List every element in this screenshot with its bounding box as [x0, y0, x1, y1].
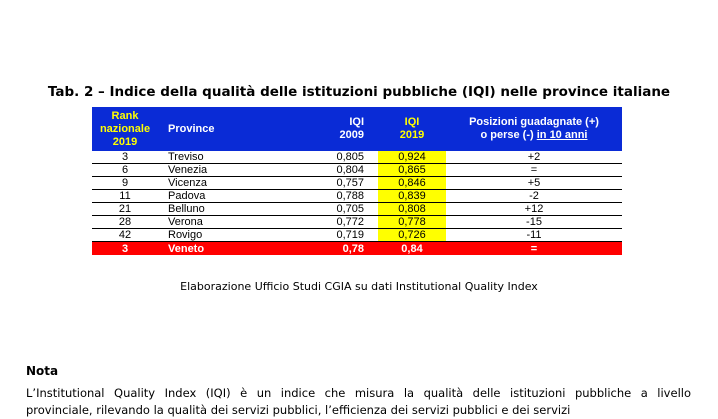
- cell-positions: -15: [446, 216, 622, 229]
- cell-province: Padova: [158, 190, 308, 203]
- cell-province: Verona: [158, 216, 308, 229]
- total-positions: =: [446, 242, 622, 256]
- header-positions: [446, 107, 622, 151]
- total-iqi-2019: 0,84: [378, 242, 446, 256]
- cell-positions: +5: [446, 177, 622, 190]
- cell-iqi-2009: 0,705: [308, 203, 378, 216]
- header-rank-line2: nazionale: [99, 122, 151, 135]
- table-header-row: [92, 107, 622, 151]
- cell-positions: +12: [446, 203, 622, 216]
- cell-iqi-2019: 0,778: [378, 216, 446, 229]
- cell-rank: 9: [92, 177, 158, 190]
- cell-rank: 28: [92, 216, 158, 229]
- cell-iqi-2019: 0,865: [378, 164, 446, 177]
- cell-province: Vicenza: [158, 177, 308, 190]
- header-positions-line1: Posizioni guadagnate (+): [469, 116, 599, 128]
- cell-iqi-2019: 0,726: [378, 229, 446, 242]
- cell-province: Venezia: [158, 164, 308, 177]
- total-province: Veneto: [158, 242, 308, 256]
- table-row: [92, 151, 622, 164]
- table-row: [92, 164, 622, 177]
- cell-iqi-2019: 0,924: [378, 151, 446, 164]
- cell-rank: 3: [92, 151, 158, 164]
- cell-iqi-2009: 0,772: [308, 216, 378, 229]
- header-province: Province: [158, 107, 308, 151]
- table-row: [92, 190, 622, 203]
- table-row: [92, 203, 622, 216]
- header-iqi-2009: [308, 107, 378, 151]
- cell-province: Belluno: [158, 203, 308, 216]
- cell-positions: =: [446, 164, 622, 177]
- cell-rank: 6: [92, 164, 158, 177]
- table-row: [92, 216, 622, 229]
- cell-positions: +2: [446, 151, 622, 164]
- cell-iqi-2019: 0,808: [378, 203, 446, 216]
- header-iqi-2019: [378, 107, 446, 151]
- table-total-row: [92, 242, 622, 256]
- iqi-table: [92, 107, 622, 255]
- cell-positions: -11: [446, 229, 622, 242]
- total-iqi-2009: 0,78: [308, 242, 378, 256]
- header-iqi-2019-line1: IQI: [404, 116, 420, 128]
- header-iqi-2009-line1: IQI: [349, 116, 364, 128]
- cell-rank: 21: [92, 203, 158, 216]
- table-row: [92, 229, 622, 242]
- header-rank-line1: Rank: [111, 109, 139, 122]
- total-rank: 3: [92, 242, 158, 256]
- header-rank: [92, 107, 158, 151]
- table-title: Tab. 2 – Indice della qualità delle istituzioni pubbliche (IQI) nelle province italiane: [47, 84, 671, 100]
- cell-iqi-2009: 0,804: [308, 164, 378, 177]
- cell-iqi-2019: 0,839: [378, 190, 446, 203]
- header-positions-line2: o perse (-): [480, 129, 537, 141]
- nota-text-line2: provinciale, rilevando la qualità dei servizi pubblici, l’efficienza dei servizi pubblici e dei servizi: [26, 403, 571, 417]
- header-rank-line3: 2019: [112, 135, 138, 148]
- cell-iqi-2009: 0,757: [308, 177, 378, 190]
- cell-iqi-2009: 0,805: [308, 151, 378, 164]
- table-row: [92, 177, 622, 190]
- header-iqi-2009-line2: 2009: [339, 129, 364, 141]
- cell-rank: 42: [92, 229, 158, 242]
- cell-iqi-2009: 0,719: [308, 229, 378, 242]
- header-positions-underlined: in 10 anni: [536, 129, 588, 141]
- cell-positions: -2: [446, 190, 622, 203]
- cell-iqi-2019: 0,846: [378, 177, 446, 190]
- cell-iqi-2009: 0,788: [308, 190, 378, 203]
- cell-province: Treviso: [158, 151, 308, 164]
- cell-rank: 11: [92, 190, 158, 203]
- nota-text-line1: L’Institutional Quality Index (IQI) è un indice che misura la qualità delle istituzioni pubbliche a livello: [26, 386, 691, 400]
- nota-heading: Nota: [26, 364, 59, 378]
- table-source: Elaborazione Ufficio Studi CGIA su dati Institutional Quality Index: [180, 280, 538, 293]
- header-iqi-2019-line2: 2019: [399, 129, 425, 141]
- cell-province: Rovigo: [158, 229, 308, 242]
